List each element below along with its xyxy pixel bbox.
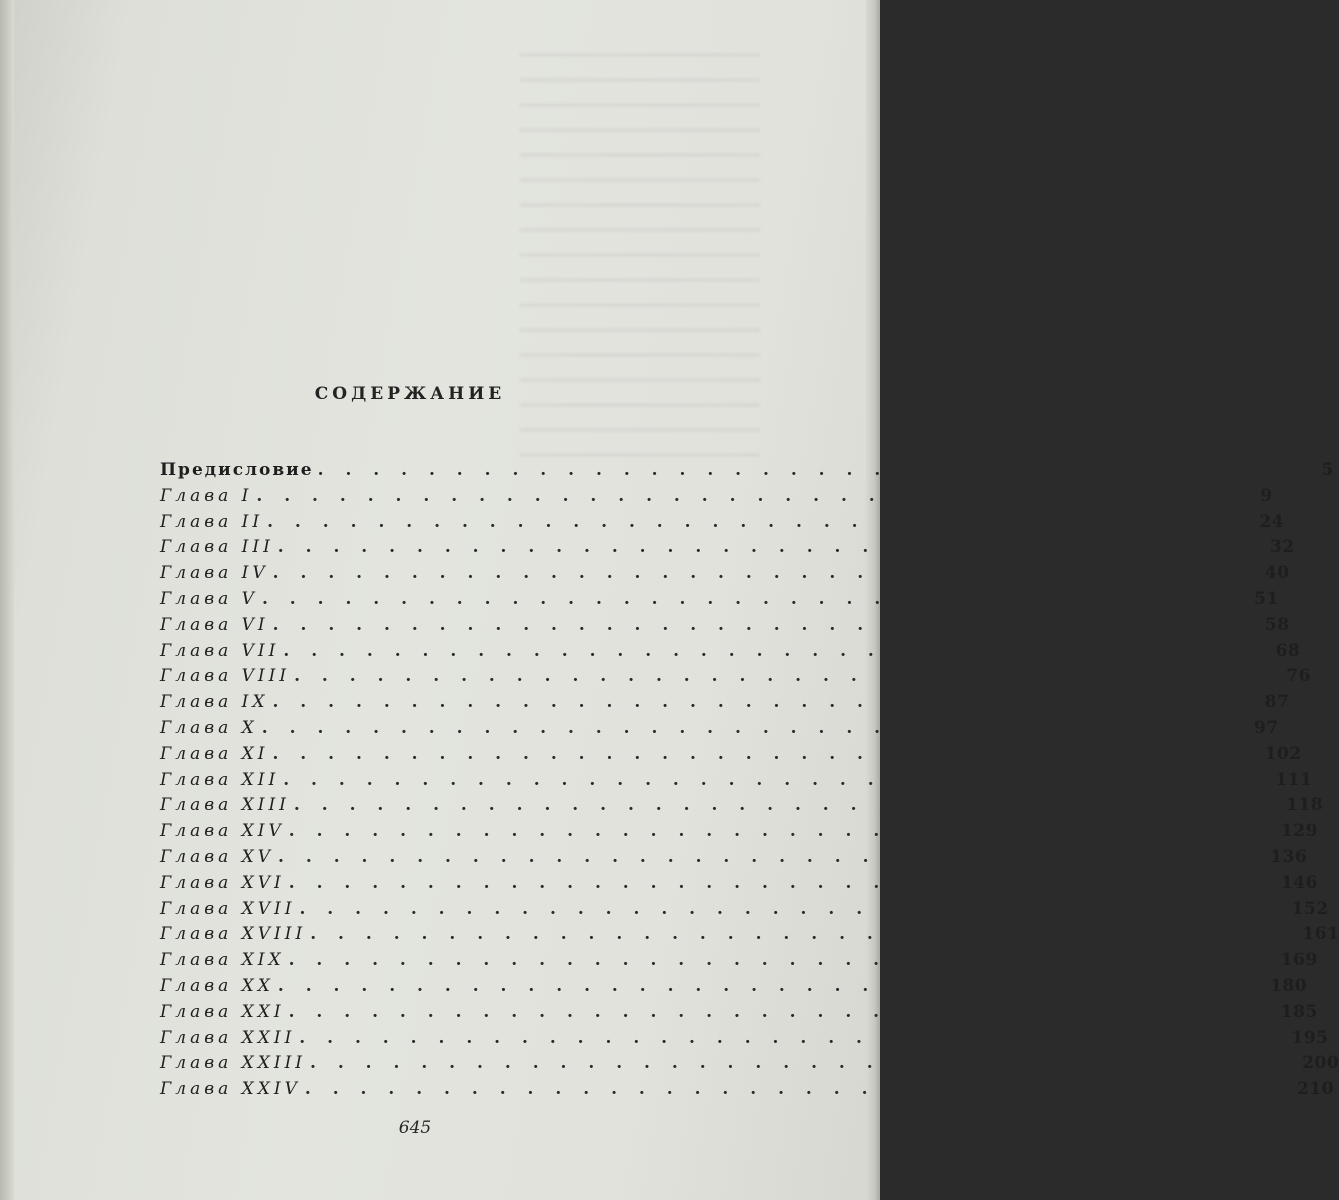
dot-leader: . . . . . . . . . . . . . . . . . . . . . . . . . . . . . . . . . . . .	[293, 795, 1283, 816]
dot-leader: . . . . . . . . . . . . . . . . . . . . . . . . . . . . . . . . . . . .	[288, 950, 1277, 971]
toc-entry-page: 102	[1264, 743, 1302, 764]
toc-entry-label: Глава XX	[160, 975, 274, 996]
dot-leader: . . . . . . . . . . . . . . . . . . . . . . . . . . . . . . . . . . . .	[288, 872, 1277, 893]
dot-leader: . . . . . . . . . . . . . . . . . . . . . . . . . . . . . . . . . . . .	[272, 743, 1261, 764]
toc-entry-page: 152	[1291, 898, 1329, 919]
dot-leader: . . . . . . . . . . . . . . . . . . . . . . . . . . . . . . . . . . . .	[283, 640, 1272, 661]
dot-leader: . . . . . . . . . . . . . . . . . . . . . . . . . . . . . . . . . . . .	[299, 898, 1288, 919]
toc-entry[interactable]	[160, 485, 1273, 512]
dot-leader: . . . . . . . . . . . . . . . . . . . . . . . . . . . . . . . . . . . .	[310, 1053, 1299, 1074]
toc-entry-page: 58	[1264, 614, 1290, 635]
toc-entry[interactable]	[160, 511, 1284, 538]
toc-entry-page: 24	[1259, 511, 1284, 532]
toc-entry-label: Глава VI	[160, 614, 269, 635]
toc-entry[interactable]	[160, 769, 1313, 796]
show-through-text	[520, 40, 760, 470]
page-number: 645	[398, 1118, 432, 1138]
toc-entry-label: Глава IX	[160, 692, 269, 713]
toc-entry-label: Глава III	[160, 537, 274, 558]
page-gutter-shadow	[0, 0, 14, 1200]
toc-entry[interactable]	[160, 460, 1334, 486]
toc-entry-page: 5	[1321, 460, 1334, 480]
dot-leader: . . . . . . . . . . . . . . . . . . . . . . . . . . . . . . . . . . . .	[299, 1027, 1288, 1048]
dot-leader: . . . . . . . . . . . . . . . . . . . . . . . . . . . . . . . . . . . .	[288, 1001, 1277, 1022]
dot-leader: . . . . . . . . . . . . . . . . . . . . . . . . . . . . . . . . . . . .	[278, 846, 1267, 867]
toc-entry[interactable]	[160, 846, 1308, 873]
toc-entry[interactable]	[160, 614, 1290, 641]
dot-leader: . . . . . . . . . . . . . . . . . . . . . . . . . . . . . . . . . . . .	[310, 924, 1299, 945]
toc-entry-label: Глава XIV	[160, 821, 285, 842]
toc-entry-label: Глава XVI	[160, 872, 285, 893]
toc-entry-label: Глава X	[160, 717, 258, 738]
table-of-contents	[160, 460, 1339, 1105]
toc-entry-label: Глава XIX	[160, 950, 285, 971]
toc-entry[interactable]	[160, 537, 1295, 563]
dot-leader: . . . . . . . . . . . . . . . . . . . . . . . . . . . . . . . . . . . .	[256, 485, 1245, 506]
toc-entry-page: 180	[1270, 975, 1308, 996]
toc-entry[interactable]	[160, 1079, 1335, 1105]
toc-entry-label: Глава XXII	[160, 1027, 296, 1048]
toc-entry-label: Предисловие	[160, 460, 314, 480]
dot-leader: . . . . . . . . . . . . . . . . . . . . . . . . . . . . . . . . . . . .	[277, 975, 1267, 996]
toc-entry-page: 185	[1280, 1001, 1318, 1022]
dot-leader: . . . . . . . . . . . . . . . . . . . . . . . . . . . . . . . . . . . .	[261, 588, 1251, 609]
dot-leader: . . . . . . . . . . . . . . . . . . . . . . . . . . . . . . . . . . . .	[317, 460, 1306, 480]
toc-entry-label: Глава XVIII	[160, 924, 307, 945]
toc-entry-label: Глава XXI	[160, 1001, 285, 1022]
toc-entry[interactable]	[160, 975, 1308, 1002]
toc-entry-label: Глава IV	[160, 563, 269, 584]
toc-entry[interactable]	[160, 1053, 1339, 1079]
toc-entry-page: 97	[1253, 717, 1279, 738]
toc-entry-page: 32	[1270, 537, 1295, 558]
toc-entry[interactable]	[160, 1001, 1318, 1028]
toc-heading: СОДЕРЖАНИЕ	[314, 384, 506, 404]
toc-entry-label: Глава XXIV	[160, 1079, 301, 1100]
toc-entry-page: 136	[1270, 846, 1308, 867]
toc-entry-page: 210	[1297, 1079, 1335, 1100]
dot-leader: . . . . . . . . . . . . . . . . . . . . . . . . . . . . . . . . . . . .	[272, 563, 1261, 584]
toc-entry[interactable]	[160, 1027, 1329, 1054]
toc-entry[interactable]	[160, 640, 1301, 667]
toc-entry-page: 118	[1286, 795, 1324, 816]
dot-leader: . . . . . . . . . . . . . . . . . . . . . . . . . . . . . . . . . . . .	[294, 666, 1283, 687]
toc-entry[interactable]	[160, 821, 1318, 847]
toc-entry[interactable]	[160, 898, 1329, 925]
toc-entry-label: Глава V	[160, 588, 258, 609]
toc-entry-label: Глава XVII	[160, 898, 296, 919]
toc-entry[interactable]	[160, 743, 1302, 770]
dot-leader: . . . . . . . . . . . . . . . . . . . . . . . . . . . . . . . . . . . .	[267, 511, 1256, 532]
dot-leader: . . . . . . . . . . . . . . . . . . . . . . . . . . . . . . . . . . . .	[261, 717, 1250, 738]
toc-entry-label: Глава VII	[160, 640, 280, 661]
toc-entry-page: 161	[1302, 924, 1339, 945]
dot-leader: . . . . . . . . . . . . . . . . . . . . . . . . . . . . . . . . . . . .	[288, 821, 1277, 842]
dot-leader: . . . . . . . . . . . . . . . . . . . . . . . . . . . . . . . . . . . .	[277, 537, 1267, 558]
toc-entry-label: Глава XI	[160, 743, 269, 764]
toc-entry-label: Глава XXIII	[160, 1053, 306, 1074]
toc-entry-label: Глава XII	[160, 769, 280, 790]
toc-entry-page: 68	[1275, 640, 1301, 661]
toc-entry[interactable]	[160, 924, 1339, 950]
toc-entry-page: 87	[1264, 692, 1290, 713]
toc-entry-label: Глава I	[160, 485, 253, 506]
toc-entry[interactable]	[160, 795, 1324, 821]
dot-leader: . . . . . . . . . . . . . . . . . . . . . . . . . . . . . . . . . . . .	[283, 769, 1272, 790]
toc-entry[interactable]	[160, 717, 1279, 744]
toc-entry-page: 51	[1254, 588, 1279, 609]
dot-leader: . . . . . . . . . . . . . . . . . . . . . . . . . . . . . . . . . . . .	[304, 1079, 1294, 1100]
toc-entry-page: 40	[1264, 563, 1290, 584]
toc-entry-label: Глава XV	[160, 846, 275, 867]
toc-entry[interactable]	[160, 950, 1318, 976]
dot-leader: . . . . . . . . . . . . . . . . . . . . . . . . . . . . . . . . . . . .	[272, 614, 1261, 635]
toc-entry[interactable]	[160, 692, 1290, 718]
dot-leader: . . . . . . . . . . . . . . . . . . . . . . . . . . . . . . . . . . . .	[272, 692, 1261, 713]
toc-entry-label: Глава II	[160, 511, 264, 532]
toc-entry[interactable]	[160, 872, 1318, 899]
toc-entry-label: Глава VIII	[160, 666, 291, 687]
toc-entry-page: 195	[1291, 1027, 1329, 1048]
toc-entry-page: 111	[1275, 769, 1313, 790]
toc-entry-page: 76	[1286, 666, 1311, 687]
toc-entry-page: 146	[1280, 872, 1318, 893]
toc-entry-page: 129	[1280, 821, 1318, 842]
toc-entry-label: Глава XIII	[160, 795, 290, 816]
toc-entry[interactable]	[160, 563, 1290, 589]
toc-entry-page: 9	[1260, 485, 1273, 506]
toc-entry[interactable]	[160, 588, 1279, 615]
toc-entry[interactable]	[160, 666, 1311, 692]
toc-entry-page: 200	[1302, 1053, 1339, 1074]
toc-entry-page: 169	[1280, 950, 1318, 971]
